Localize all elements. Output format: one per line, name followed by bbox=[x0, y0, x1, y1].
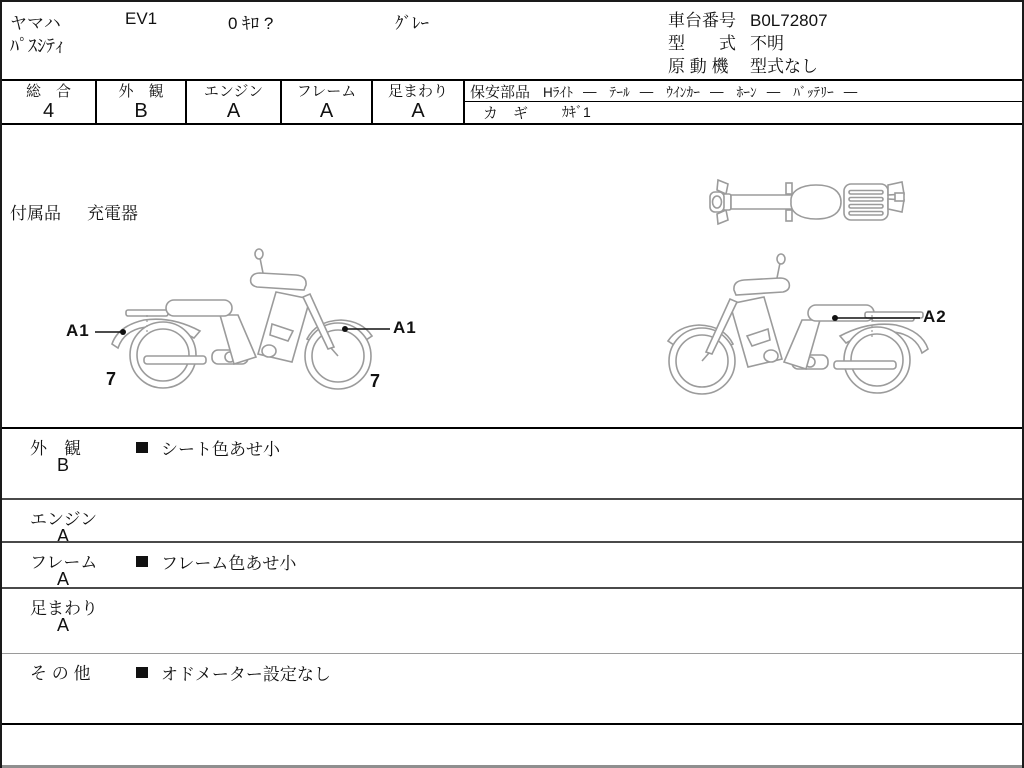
horn-value: — bbox=[766, 83, 781, 99]
grade-label: 総 合 bbox=[25, 83, 71, 100]
mark-wheel-left-7: 7 bbox=[106, 369, 118, 389]
diagram-area bbox=[2, 125, 1022, 427]
header bbox=[2, 2, 1022, 79]
section-note bbox=[136, 435, 280, 460]
section-label: エンジン bbox=[30, 510, 98, 529]
section-frame bbox=[2, 541, 1022, 587]
grade-cell-undercarriage bbox=[373, 81, 465, 123]
horn-label: ﾎｰﾝ bbox=[736, 85, 757, 100]
key-row bbox=[465, 102, 1022, 122]
section-note bbox=[136, 660, 331, 685]
empty-footer-row bbox=[2, 723, 1022, 768]
headlight-value: — bbox=[583, 83, 597, 99]
accessories-label: 付属品 bbox=[10, 204, 61, 223]
section-label: フレーム bbox=[30, 553, 98, 572]
model-code: EV1 bbox=[125, 9, 158, 28]
engine-type-row bbox=[668, 55, 828, 78]
section-other bbox=[2, 653, 1022, 723]
grade-value: B bbox=[134, 100, 148, 122]
safety-parts-label: 保安部品 bbox=[470, 83, 531, 101]
note-bullet-icon bbox=[136, 556, 148, 567]
engine-type-label: 原 動 機 bbox=[668, 57, 729, 76]
section-grade: A bbox=[57, 569, 70, 589]
body-color: ｸﾞﾚｰ bbox=[395, 14, 429, 33]
accessories-value: 充電器 bbox=[87, 204, 138, 223]
section-exterior bbox=[2, 429, 1022, 498]
model-name: ﾊﾟｽｼﾃｨ bbox=[10, 36, 64, 56]
taillight-label: ﾃｰﾙ bbox=[609, 85, 630, 100]
winker-label: ｳｲﾝｶｰ bbox=[666, 85, 701, 100]
chassis-number-value: B0L72807 bbox=[750, 11, 828, 30]
condition-sections bbox=[2, 427, 1022, 768]
vehicle-id-block bbox=[668, 9, 828, 78]
model-type-value: 不明 bbox=[750, 34, 784, 53]
defect-marker-lines bbox=[2, 125, 1022, 427]
note-bullet-icon bbox=[136, 667, 148, 678]
winker-value: — bbox=[710, 83, 724, 99]
mark-wheel-right-7: 7 bbox=[370, 371, 382, 391]
grade-cell-exterior bbox=[97, 81, 187, 123]
mileage: 0 ｷﾛ ? bbox=[228, 14, 274, 33]
grade-label: エンジン bbox=[203, 83, 264, 100]
grade-value: A bbox=[319, 100, 334, 122]
engine-type-value: 型式なし bbox=[750, 57, 818, 76]
safety-parts-row bbox=[465, 81, 1022, 102]
maker-name: ヤマハ bbox=[10, 14, 61, 33]
section-grade: A bbox=[57, 615, 70, 635]
mark-a1-right: A1 bbox=[393, 318, 417, 337]
chassis-number-row bbox=[668, 9, 828, 32]
section-undercarriage bbox=[2, 587, 1022, 653]
section-grade: B bbox=[57, 455, 70, 475]
grade-label: 足まわり bbox=[387, 83, 448, 100]
grade-cell-overall bbox=[2, 81, 97, 123]
grade-label: フレーム bbox=[296, 83, 357, 100]
battery-label: ﾊﾞｯﾃﾘｰ bbox=[793, 85, 834, 100]
note-text: シート色あせ小 bbox=[161, 440, 280, 459]
section-label: そ の 他 bbox=[30, 664, 91, 683]
note-text: フレーム色あせ小 bbox=[161, 554, 297, 573]
key-value: ｶｷﾞ1 bbox=[562, 104, 591, 120]
mark-a1-left: A1 bbox=[66, 321, 90, 340]
section-engine bbox=[2, 498, 1022, 546]
grade-value: 4 bbox=[42, 100, 55, 122]
grade-value: A bbox=[226, 100, 241, 122]
mark-a2: A2 bbox=[923, 307, 947, 326]
key-label: カ ギ bbox=[483, 104, 529, 122]
note-text: オドメーター設定なし bbox=[161, 665, 331, 684]
headlight-label: Hﾗｲﾄ bbox=[543, 85, 574, 100]
grade-cell-engine bbox=[187, 81, 282, 123]
chassis-number-label: 車台番号 bbox=[668, 11, 736, 30]
safety-parts-box bbox=[465, 81, 1022, 123]
model-type-row bbox=[668, 32, 828, 55]
grade-table bbox=[2, 79, 1022, 125]
grade-label: 外 観 bbox=[118, 83, 164, 100]
note-bullet-icon bbox=[136, 442, 148, 453]
battery-value: — bbox=[843, 83, 858, 99]
model-type-label: 型 式 bbox=[668, 34, 736, 53]
section-label: 外 観 bbox=[30, 439, 81, 458]
section-grade: A bbox=[57, 526, 70, 546]
taillight-value: — bbox=[639, 83, 654, 99]
grade-value: A bbox=[411, 100, 425, 122]
grade-cell-frame bbox=[282, 81, 373, 123]
section-note bbox=[136, 549, 296, 574]
section-label: 足まわり bbox=[30, 599, 98, 618]
